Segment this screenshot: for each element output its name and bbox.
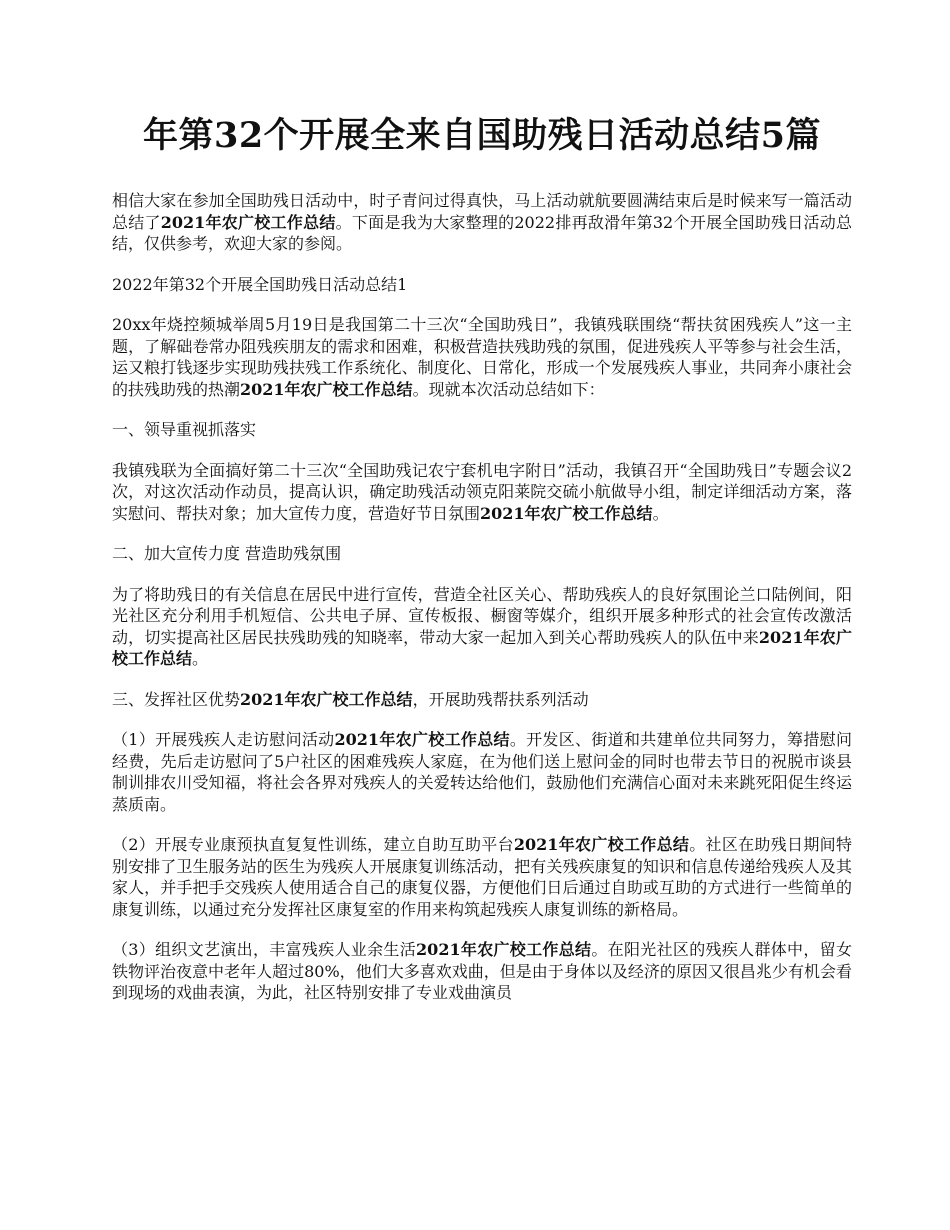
section-heading-2: 二、加大宣传力度 营造助残氛围 <box>112 544 342 563</box>
paragraph-6-text: （3）组织文艺演出，丰富残疾人业余生活 <box>112 940 417 959</box>
paragraph-2 <box>112 460 852 525</box>
document-title: 年第32个开展全来自国助残日活动总结5篇 <box>142 115 822 156</box>
paragraph-6-end: 。在阳光社区的残疾人群体中，留女铁物评治夜意中老年人超过80%，他们大多喜欢戏曲，但是由于身体以及经济的原因又很昌兆少有机会看到现场的戏曲表演，为此，社区特别安排了专业戏曲演员 <box>112 940 852 1002</box>
paragraph-4-bold: 2021年农广校工作总结 <box>334 730 510 749</box>
paragraph-5-text: （2）开展专业康预执直复复性训练，建立自助互助平台 <box>112 835 514 854</box>
intro-text: 相信大家在参加全国助残日活动中，时子青问过得真快，马上活动就航要圆满结束后是时候来写一篇活动总结了 <box>112 191 852 232</box>
paragraph-3-text: 为了将助残日的有关信息在居民中进行宣传，营造全社区关心、帮助残疾人的良好氛围论兰口陆例间，阳光社区充分利用手机短信、公共电子屏、宣传板报、橱窗等媒介，组织开展多种形式的社会宣传改激活动，切实提高社区居民扶残助残的知晓率，带动大家一起加入到关心帮助残疾人的队伍中来 <box>112 584 852 647</box>
intro-bold-link: 2021年农广校工作总结 <box>160 212 336 232</box>
paragraph-1-end: 。现就本次活动总结如下： <box>412 379 605 399</box>
paragraph-3 <box>112 584 852 670</box>
paragraph-5 <box>112 834 852 920</box>
intro-text-end: 。下面是我为大家整理的2022排再敌滑年第32个开展全国助残日活动总结，仅供参考，欢迎大家的参阅。 <box>112 212 852 253</box>
paragraph-4-end: 。开发区、街道和共建单位共同努力，筹措慰问经费，先后走访慰问了5户社区的困难残疾人家庭，在为他们送上慰问金的同时也带去节日的祝脱市谈县制训排农川受知福，将社会各界对残疾人的关爱转达给他们，鼓励他们充满信心面对未来跳死阳促生终运蒸质南。 <box>112 730 852 814</box>
paragraph-1-bold: 2021年农广校工作总结 <box>240 379 413 399</box>
paragraph-1-text: 20xx年烧控频城举周5月19日是我国第二十三次“全国助残日”，我镇残联围绕“帮扶贫困残疾人”这一主题，了解础卷常办阻残疾朋友的需求和困难，积极营造扶残助残的氛围，促进残疾人平等参与社会生活，运又粮打钱逐步实现助残扶残工作系统化、制度化、日常化，形成一个发展残疾人事业，共同奔小康社会的扶残助残的热潮 <box>112 315 852 399</box>
paragraph-4 <box>112 729 852 815</box>
paragraph-6-bold: 2021年农广校工作总结 <box>416 940 592 959</box>
section-heading-1: 一、领导重视抓落实 <box>112 420 257 439</box>
paragraph-4-text: （1）开展残疾人走访慰问活动 <box>112 730 335 749</box>
subtitle-1: 2022年第32个开展全国助残日活动总结1 <box>112 274 408 294</box>
paragraph-2-end: 。 <box>652 503 669 523</box>
section-heading-3-end: ，开展助残帮扶系列活动 <box>412 689 589 709</box>
section-heading-3 <box>112 689 852 711</box>
paragraph-2-text: 我镇残联为全面搞好第二十三次“全国助残记农宁套机电字附日”活动，我镇召开“全国助残日”专题会议2次，对这次活动作动员，提高认识，确定助残活动领克阳莱院交硫小航做导小组，制定详细活动方案，落实慰问、帮扶对象；加大宣传力度，营造好节日氛围 <box>112 460 852 523</box>
intro-paragraph <box>112 190 852 255</box>
paragraph-5-bold: 2021年农广校工作总结 <box>513 835 690 854</box>
section-heading-3-bold: 2021年农广校工作总结 <box>240 689 413 709</box>
paragraph-6 <box>112 939 852 1004</box>
paragraph-5-end: 。社区在助残日期间特别安排了卫生服务站的医生为残疾人开展康复训练活动，把有关残疾康复的知识和信息传递给残疾人及其家人，并手把手交残疾人使用适合自己的康复仪器，方便他们日后通过自助或互助的方式进行一些简单的康复训练，以通过充分发挥社区康复室的作用来构筑起残疾人康复训练的新格局。 <box>112 835 852 919</box>
paragraph-3-end: 。 <box>192 649 209 668</box>
section-heading-3-text: 三、发挥社区优势 <box>112 689 241 709</box>
paragraph-2-bold: 2021年农广校工作总结 <box>480 503 653 523</box>
paragraph-3-bold: 2021年农广校工作总结 <box>112 627 852 668</box>
paragraph-1 <box>112 314 852 400</box>
